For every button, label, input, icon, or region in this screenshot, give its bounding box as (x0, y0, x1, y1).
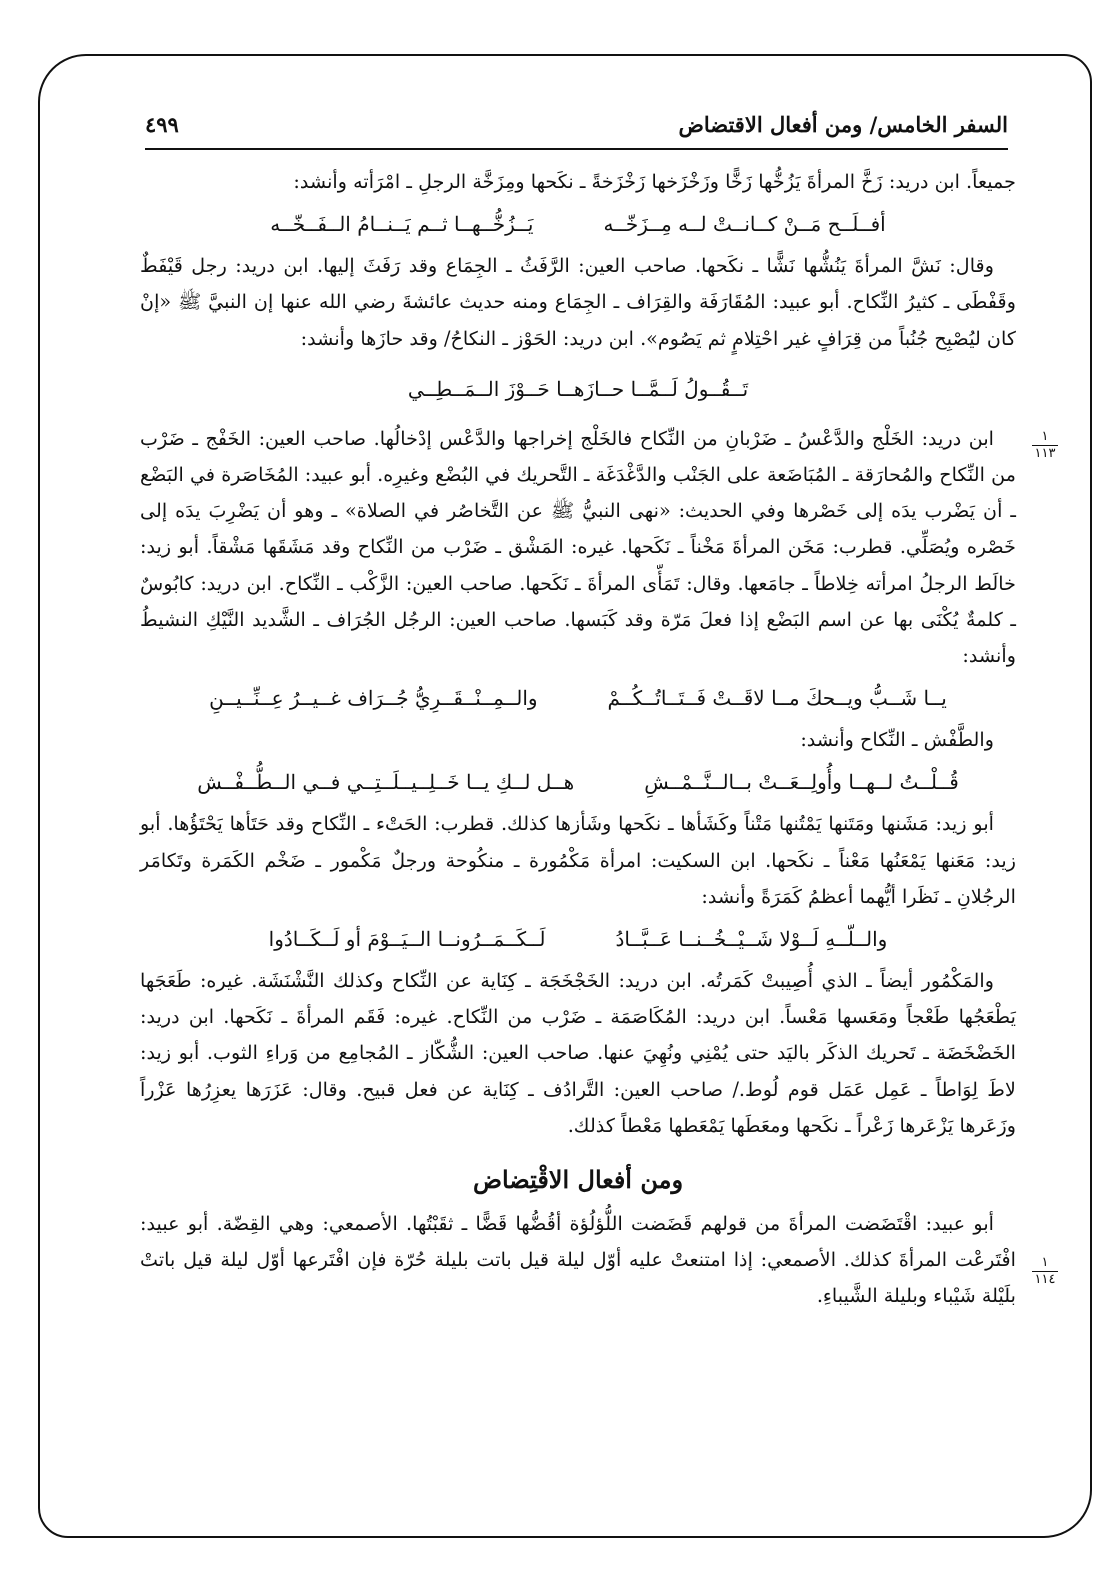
paragraph-2: وقال: نَشَّ المرأةَ يَنُشُّها نَشًّا ـ نكَحها. صاحب العين: الرَّفَثُ ـ الجِمَاع وقد رَفَثَ إليها. ابن دريد: رجل قَيْفَطٌ وقَفْطَى ـ كثيرُ النِّكاح. أبو عبيد: المُقَارَفَة والقِرَاف ـ الجِمَاع ومنه حديث عائشةَ رضي الله عنها إن النبيَّ ﷺ «إنْ كان ليُصْبِح جُنُباً من قِرَافٍ غير احْتِلامٍ ثم يَصُوم». ابن دريد: الحَوْز ـ النكاحُ/ وقد حازَها وأنشد: (140, 254, 1016, 350)
verse-5-first-hemistich: والــلّــهِ لَــوْلا شَــيْــخُــنــا عَــبَّــادُ (615, 927, 888, 952)
marginal-note-bottom: ١١٤ (1034, 1272, 1056, 1287)
paragraph-1: جميعاً. ابن دريد: زَخَّ المرأةَ يَزُخُّها زَخًّا وزَخْزَخها زَخْزَخةً ـ نكَحها ومِزَخَّة الرجلِ ـ امْرَأته وأنشد: (293, 170, 1016, 193)
verse-5-second-hemistich: لَــكَــمَــرُونــا الــيَــوْمَ أو لَــكَــادُوا (268, 927, 546, 952)
verse-2 (140, 367, 1016, 411)
verse-4 (140, 760, 1016, 804)
verse-4-first-hemistich: قُــلْــتُ لــهــا وأُولِــعَــتْ بــالــنَّــمْــشِ (644, 770, 959, 795)
marginal-note-top: ١ (1041, 1255, 1049, 1270)
page-number: ٤٩٩ (145, 111, 179, 137)
marginal-note-114 (1030, 1256, 1060, 1287)
verse-3 (140, 676, 1016, 720)
verse-1-first-hemistich: أفــلَــح مَــنْ كــانــتْ لــه مِــزَخّــه (603, 212, 886, 237)
running-title: السفر الخامس/ ومن أفعال الاقتضاض (678, 111, 1008, 137)
paragraph-3: ابن دريد: الخَلْج والدَّعْسُ ـ ضَرْبانِ من النِّكاح فالخَلْج إخراجها والدَّعْس إدْخالُها. صاحب العين: الخَفْج ـ ضَرْب من النِّكاح والمُحارَقة ـ المُبَاضَعة على الجَنْب والدَّغْدَغَة ـ التَّحريك في البُضْع وغيرِه. أبو عبيد: المُخَاصَرة في البَضْع ـ أن يَضْرب يدَه إلى خَصْرها وفي الحديث: «نهى النبيُّ ﷺ عن التَّخاصُر في الصلاة» ـ وهو أن يَضْرِبَ يدَه إلى خَصْره ويُصَلِّي. قطرب: مَخَن المرأةَ مَخْناً ـ نَكَحها. غيره: المَشْق ـ ضَرْب من النِّكاح وقد مَشَقَها مَشْقاً. أبو زيد: خالَط الرجلُ امرأته خِلاطاً ـ جامَعها. وقال: تَمَأّى المرأةَ ـ نَكَحها. صاحب العين: الزَّكْب ـ النِّكاح. ابن دريد: كابُوسٌ ـ كلمةٌ يُكْنَى بها عن اسم البَضْع إذا فعلَ مَرّة وقد كَبَسها. صاحب العين: الرجُل الجُرَاف ـ الشَّديد النَّيْكِ النشيطُ وأنشد: (140, 426, 1016, 668)
paragraph-4: والطَّفْش ـ النِّكاح وأنشد: (800, 728, 994, 752)
paragraph-5: أبو زيد: مَشَنها ومَتَنها يَمْتُنها مَتْناً وكَشَأها ـ نكَحها وشَأزها كذلك. قطرب: الحَتْء ـ النِّكاح وقد حَتَأها يَحْتَؤُها. أبو زيد: مَعَنها يَمْعَنُها مَعْناً ـ نكَحها. ابن السكيت: امرأة مَكْمُورة ـ منكُوحة ورجلٌ مَكْمور ـ ضَخْم الكَمَرة وتَكامَر الرجُلانِ ـ نَظَرا أيُّهما أعظمُ كَمَرَةً وأنشد: (140, 812, 1016, 908)
paragraph-7: أبو عبيد: اقْتَضَضت المرأةَ من قولهم قَضَضت اللُّؤلُؤة أقُضُّها قَضًّا ـ ثقَبْتُها. الأصمعي: وهي القِضّة. أبو عبيد: افْتَرعْت المرأةَ كذلك. الأصمعي: إذا امتنعتْ عليه أوّل ليلة قيل باتت بليلة حُرّة فإن افْتَرعها أوّل ليلة قيل باتتْ بلَيْلة شَيْباء وبليلة الشَّيباءِ. (140, 1212, 1016, 1308)
verse-2-hemistich: تَــقُــولُ لَــمَّــا حــازَهــا حَــوْزَ الــمَــطِــي (407, 376, 749, 401)
page-body (140, 164, 1016, 1315)
marginal-note-bottom: ١١٣ (1034, 446, 1056, 461)
paragraph-6: والمَكْمُور أيضاً ـ الذي أُصِيبتْ كَمَرتُه. ابن دريد: الخَجْخَجَة ـ كِنَاية عن النِّكاح وكذلك النَّشْنَشَة. غيره: طَعَجَها يَطْعَجُها طَعْجاً ومَعَسها مَعْساً. ابن دريد: المُكَاصَمَة ـ ضَرْب من النِّكاح. غيره: فَقَم المرأةَ ـ نَكَحها. ابن دريد: الخَضْخَضَة ـ تَحريك الذكَر باليَد حتى يُمْنِي ونُهِيَ عنها. صاحب العين: الشُّكّاز ـ المُجامِع من وَراءِ الثوب. أبو زيد: لاطَ لِوَاطاً ـ عَمِل عَمَل قوم لُوط./ صاحب العين: التَّرادُف ـ كِنَاية عن فعل قبيح. وقال: عَزَرَها يعزِرُها عَزْراً وزَعَرها يَزْعَرها زَعْراً ـ نكَحها ومعَطَها يَمْعَطها مَعْطاً كذلك. (140, 969, 1016, 1137)
verse-4-second-hemistich: هــل لــكِ يــا خَــلِــيــلَــتِــي فــي الــطُّــفْــش (197, 770, 575, 795)
verse-1-second-hemistich: يَــزُخُّــهــا ثــم يَــنــامُ الــفَــخّــه (270, 212, 534, 237)
verse-5 (140, 917, 1016, 961)
section-title: ومن أفعال الاقْتِضاض (472, 1165, 684, 1195)
header-rule (145, 148, 1008, 150)
marginal-note-113 (1030, 430, 1060, 461)
verse-1 (140, 202, 1016, 246)
verse-3-second-hemistich: والــمِــنْــقَــرِيُّ جُــرَاف غــيــرُ عِــنِّــيــنِ (209, 686, 538, 711)
marginal-note-top: ١ (1041, 429, 1049, 444)
verse-3-first-hemistich: يــا شَــبُّ ويــحكَ مــا لاقَــتْ فَــتَــاتُــكُــمْ (607, 686, 947, 711)
page-header (145, 106, 1008, 142)
